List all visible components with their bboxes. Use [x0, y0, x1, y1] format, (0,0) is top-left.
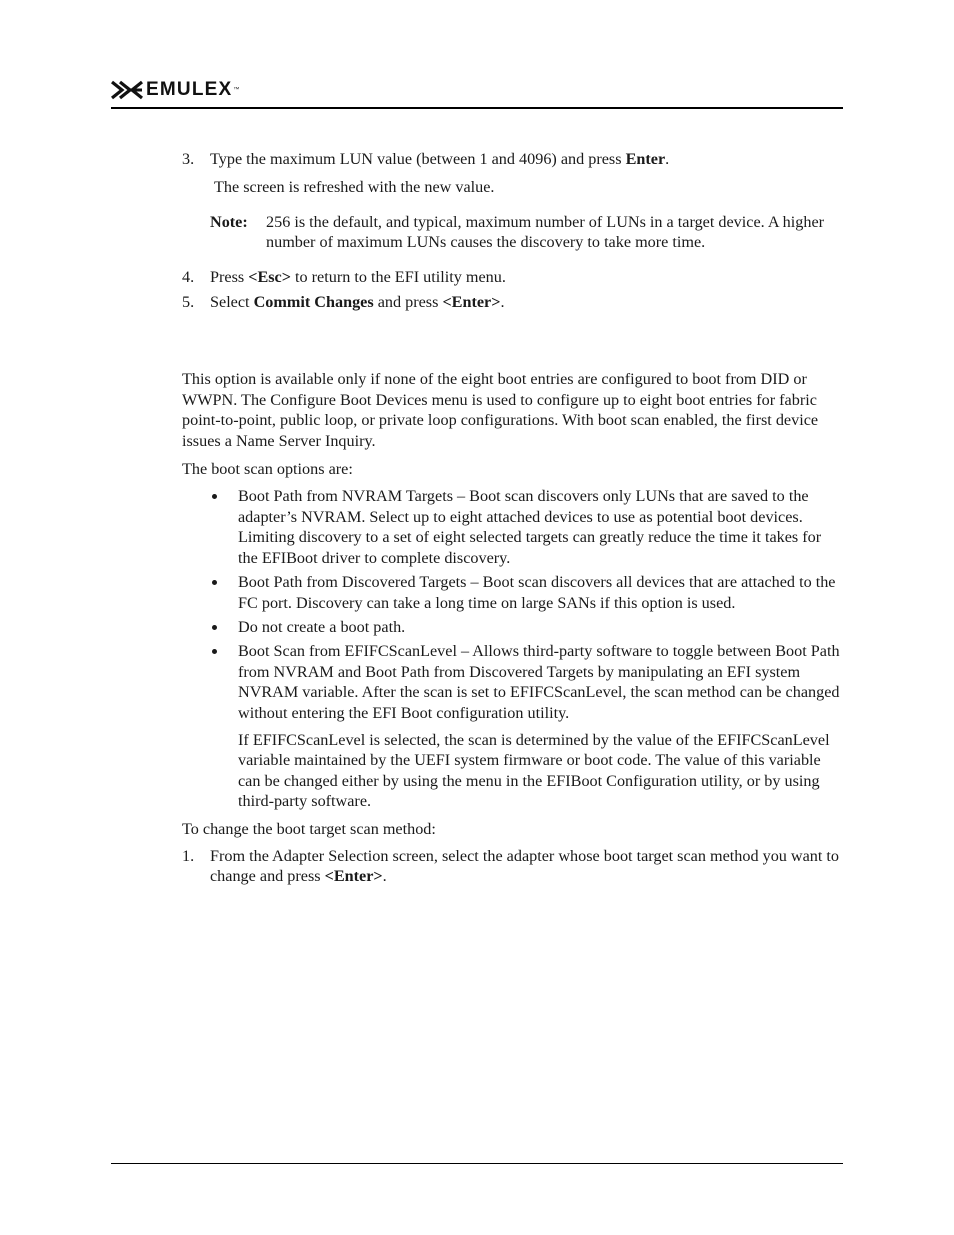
commit-changes-label: Commit Changes — [253, 293, 374, 312]
bullet-icon — [212, 625, 217, 630]
brand-name: EMULEX — [146, 78, 233, 100]
list-item — [182, 617, 842, 637]
step-text-end: to return to the EFI utility menu. — [290, 267, 506, 286]
step-text: Type the maximum LUN value (between 1 and 4096) and press — [210, 150, 626, 168]
step-text-mid: and press — [373, 293, 443, 312]
step-1 — [182, 846, 842, 887]
list-item — [182, 486, 842, 568]
step-text-end: . — [665, 150, 670, 168]
options-lead: The boot scan options are: — [182, 460, 353, 479]
note-label: Note: — [210, 212, 248, 231]
list-item — [182, 572, 842, 613]
step-5 — [182, 292, 842, 312]
step-number: 3. — [182, 150, 195, 168]
bullet-icon — [212, 580, 217, 585]
page-content — [182, 149, 842, 887]
list-item-text: Boot Path from Discovered Targets – Boot scan discovers all devices that are attached to the FC port. Discovery can take a long time on large SANs if this option is used. — [238, 573, 836, 612]
key-esc: <Esc> — [248, 267, 291, 286]
change-lead: To change the boot target scan method: — [182, 819, 436, 838]
bullet-icon — [212, 494, 217, 499]
step-text: Press — [210, 267, 249, 286]
step-3 — [182, 149, 842, 169]
step-number: 4. — [182, 267, 195, 286]
step-number: 5. — [182, 293, 195, 312]
trademark-symbol: ™ — [233, 86, 240, 93]
step-text-end: . — [500, 293, 505, 312]
page-header — [111, 79, 843, 109]
step-4 — [182, 267, 842, 287]
list-item-text: Boot Scan from EFIFCScanLevel – Allows third-party software to toggle between Boot Path from NVRAM and Boot Path from Discovered Targets by manipulating an EFI system NVRAM variable. After the scan is set to EFIFCScanLevel, the scan method can be changed without entering the EFI Boot configuration utility. — [238, 642, 840, 722]
key-enter: Enter — [625, 150, 666, 168]
emulex-mark-icon — [111, 79, 143, 101]
header-rule — [111, 107, 843, 109]
key-enter: <Enter> — [324, 867, 383, 886]
list-item-text: Boot Path from NVRAM Targets – Boot scan discovers only LUNs that are saved to the adapter’s NVRAM. Select up to eight attached devices to use as potential boot devices. Limiting discovery to a set of eight selected targets can greatly reduce the time it takes for the EFIBoot driver to complete discovery. — [238, 487, 822, 567]
list-item-text: Do not create a boot path. — [238, 617, 406, 636]
footer-rule — [111, 1163, 843, 1164]
note-block — [182, 212, 842, 253]
step-text: From the Adapter Selection screen, select the adapter whose boot target scan method you want to change and press — [210, 846, 840, 886]
list-item — [182, 641, 842, 723]
note-text: 256 is the default, and typical, maximum number of LUNs in a target device. A higher number of maximum LUNs causes the discovery to take more time. — [266, 212, 825, 252]
step-text-end: . — [382, 867, 387, 886]
boot-scan-options-list — [182, 486, 842, 722]
key-enter: <Enter> — [442, 293, 501, 312]
step-text: Select — [210, 293, 254, 312]
bullet-followup: If EFIFCScanLevel is selected, the scan is determined by the value of the EFIFCScanLevel variable maintained by the UEFI system firmware or boot code. The value of this variable can be changed either by using the menu in the EFIBoot Configuration utility, or by using third-party software. — [238, 730, 830, 811]
intro-paragraph: This option is available only if none of the eight boot entries are configured to boot from DID or WWPN. The Configure Boot Devices menu is used to configure up to eight boot entries for fabric point-to-point, public loop, or private loop configurations. With boot scan enabled, the first device issues a Name Server Inquiry. — [182, 370, 819, 450]
emulex-logo — [111, 79, 239, 101]
step-number: 1. — [182, 846, 195, 865]
refresh-text: The screen is refreshed with the new value. — [214, 178, 495, 197]
bullet-icon — [212, 649, 217, 654]
